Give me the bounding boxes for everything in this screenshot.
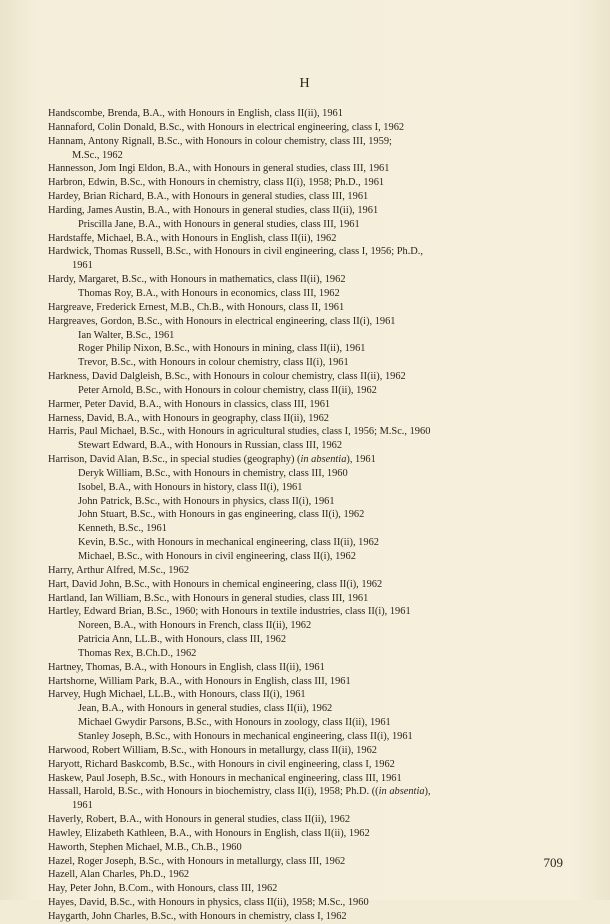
- entry: [48, 204, 568, 218]
- entry-line: Hartley, Edward Brian, B.Sc., 1960; with Honours in textile industries, class II(i), 1961: [48, 606, 411, 618]
- entry-line: John Stuart, B.Sc., with Honours in gas engineering, class II(i), 1962: [78, 509, 365, 521]
- entry: [48, 813, 568, 827]
- sub-entry: [48, 550, 568, 564]
- entry-text: Harrison, David Alan, B.Sc., in special studies (geography) (: [48, 454, 301, 466]
- entry: [48, 412, 568, 426]
- entry: [48, 772, 568, 786]
- page-number: 709: [543, 855, 563, 870]
- entry: [48, 135, 568, 163]
- entry-line: Thomas Rex, B.Ch.D., 1962: [78, 647, 197, 659]
- entry: [48, 688, 568, 702]
- entry-line: Harmer, Peter David, B.A., with Honours in classics, class III, 1961: [48, 398, 331, 410]
- entry: [48, 868, 568, 882]
- entry-line: Michael, B.Sc., with Honours in civil engineering, class II(i), 1962: [78, 551, 356, 562]
- entry-line: Trevor, B.Sc., with Honours in colour chemistry, class II(i), 1961: [78, 357, 349, 369]
- entry: [48, 107, 568, 121]
- sub-entry: [48, 702, 568, 716]
- entry-line: Handscombe, Brenda, B.A., with Honours in English, class II(ii), 1961: [48, 108, 343, 119]
- sub-entry: [48, 730, 568, 744]
- entry: [48, 398, 568, 412]
- entry-line: Jean, B.A., with Honours in general studies, class II(ii), 1962: [78, 703, 333, 715]
- sub-entry: [48, 536, 568, 550]
- graduate-list: [48, 107, 568, 924]
- sub-entry: [48, 439, 568, 453]
- entry: [48, 896, 568, 910]
- entry: [48, 121, 568, 135]
- entry-text: ),: [424, 786, 431, 798]
- entry: [48, 841, 568, 855]
- entry-text: ), 1961: [346, 454, 376, 466]
- entry-line: Hardstaffe, Michael, B.A., with Honours in English, class II(ii), 1962: [48, 232, 337, 244]
- entry: [48, 910, 568, 924]
- entry-line: Hartshorne, William Park, B.A., with Honours in English, class III, 1961: [48, 675, 351, 687]
- entry: [48, 605, 568, 619]
- sub-entry: [48, 218, 568, 232]
- entry: [48, 162, 568, 176]
- entry-line: Priscilla Jane, B.A., with Honours in general studies, class III, 1961: [78, 218, 360, 230]
- entry: [48, 758, 568, 772]
- entry: [48, 425, 568, 439]
- entry-line: Hargreave, Frederick Ernest, M.B., Ch.B., with Honours, class II, 1961: [48, 301, 345, 313]
- entry-line: Harding, James Austin, B.A., with Honours in general studies, class II(ii), 1961: [48, 204, 379, 216]
- entry-line: John Patrick, B.Sc., with Honours in physics, class II(i), 1961: [78, 495, 335, 507]
- entry: [48, 245, 568, 273]
- entry: [48, 273, 568, 287]
- entry-line: Haygarth, John Charles, B.Sc., with Honours in chemistry, class I, 1962: [48, 910, 347, 922]
- entry-line: Harkness, David Dalgleish, B.Sc., with Honours in colour chemistry, class II(ii), 1962: [48, 371, 406, 383]
- entry: [48, 855, 568, 869]
- entry-line: Harris, Paul Michael, B.Sc., with Honours in agricultural studies, class I, 1956; M.Sc., 1960: [48, 426, 431, 438]
- entry-line: Peter Arnold, B.Sc., with Honours in colour chemistry, class II(ii), 1962: [78, 384, 377, 396]
- entry-line: Harness, David, B.A., with Honours in geography, class II(ii), 1962: [48, 412, 329, 424]
- sub-entry: [48, 647, 568, 661]
- entry-line: Harwood, Robert William, B.Sc., with Honours in metallurgy, class II(ii), 1962: [48, 744, 377, 756]
- entry: [48, 675, 568, 689]
- sub-entry: [48, 619, 568, 633]
- entry: [48, 785, 568, 813]
- entry: [48, 578, 568, 592]
- sub-entry: [48, 342, 568, 356]
- entry-line: Kevin, B.Sc., with Honours in mechanical engineering, class II(ii), 1962: [78, 537, 379, 549]
- entry-line: Roger Philip Nixon, B.Sc., with Honours in mining, class II(ii), 1961: [78, 343, 366, 355]
- entry-line: Michael Gwydir Parsons, B.Sc., with Honours in zoology, class II(ii), 1961: [78, 717, 391, 729]
- entry: [48, 176, 568, 190]
- entry-line: Hartney, Thomas, B.A., with Honours in English, class II(ii), 1961: [48, 661, 325, 673]
- entry-line: Hardwick, Thomas Russell, B.Sc., with Honours in civil engineering, class I, 1956; Ph.D.,: [48, 246, 423, 258]
- entry-line: Stewart Edward, B.A., with Honours in Russian, class III, 1962: [78, 440, 343, 452]
- section-heading: H: [299, 76, 311, 91]
- italic-text: in absentia: [378, 786, 425, 798]
- sub-entry: [48, 287, 568, 301]
- sub-entry: [48, 384, 568, 398]
- entry-line: Harry, Arthur Alfred, M.Sc., 1962: [48, 564, 190, 576]
- entry-line: Isobel, B.A., with Honours in history, class II(i), 1961: [78, 481, 303, 493]
- entry-line: Hawley, Elizabeth Kathleen, B.A., with Honours in English, class II(ii), 1962: [48, 827, 370, 839]
- sub-entry: [48, 481, 568, 495]
- italic-text: in absentia: [300, 454, 347, 466]
- sub-entry: [48, 522, 568, 536]
- entry: [48, 315, 568, 329]
- entry-line: Patricia Ann, LL.B., with Honours, class III, 1962: [78, 634, 287, 646]
- sub-entry: [48, 467, 568, 481]
- entry-text: Hassall, Harold, B.Sc., with Honours in biochemistry, class II(i), 1958; Ph.D. ((: [48, 786, 379, 798]
- entry: [48, 592, 568, 606]
- entry-line: Kenneth, B.Sc., 1961: [78, 523, 167, 535]
- entry-line: 1961: [72, 260, 93, 272]
- entry-line: Hazel, Roger Joseph, B.Sc., with Honours in metallurgy, class III, 1962: [48, 855, 346, 867]
- entry-line: Hardy, Margaret, B.Sc., with Honours in mathematics, class II(ii), 1962: [48, 274, 346, 286]
- entry-line: Haverly, Robert, B.A., with Honours in general studies, class II(ii), 1962: [48, 814, 351, 826]
- entry-line: Stanley Joseph, B.Sc., with Honours in mechanical engineering, class II(i), 1961: [78, 730, 413, 742]
- entry-line: M.Sc., 1962: [72, 149, 123, 161]
- entry-line: Thomas Roy, B.A., with Honours in economics, class III, 1962: [78, 287, 340, 299]
- entry-line: Hannam, Antony Rignall, B.Sc., with Honours in colour chemistry, class III, 1959;: [48, 135, 392, 147]
- entry-line: Hazell, Alan Charles, Ph.D., 1962: [48, 869, 190, 881]
- entry-line: Harbron, Edwin, B.Sc., with Honours in chemistry, class II(i), 1958; Ph.D., 1961: [48, 177, 385, 189]
- sub-entry: [48, 329, 568, 343]
- entry: [48, 190, 568, 204]
- sub-entry: [48, 508, 568, 522]
- entry-line: Hannaford, Colin Donald, B.Sc., with Honours in electrical engineering, class I, 1962: [48, 121, 405, 133]
- entry: [48, 564, 568, 578]
- entry: [48, 661, 568, 675]
- entry: [48, 453, 568, 467]
- sub-entry: [48, 356, 568, 370]
- sub-entry: [48, 633, 568, 647]
- sub-entry: [48, 495, 568, 509]
- entry-text: 1961: [72, 800, 93, 812]
- sub-entry: [48, 716, 568, 730]
- entry-line: Hannesson, Jom Ingi Eldon, B.A., with Honours in general studies, class III, 1961: [48, 163, 390, 175]
- entry-line: Noreen, B.A., with Honours in French, class II(ii), 1962: [78, 620, 312, 632]
- entry: [48, 301, 568, 315]
- entry: [48, 370, 568, 384]
- entry-line: Hart, David John, B.Sc., with Honours in chemical engineering, class II(i), 1962: [48, 578, 383, 590]
- entry: [48, 744, 568, 758]
- entry: [48, 882, 568, 896]
- entry-line: Haskew, Paul Joseph, B.Sc., with Honours in mechanical engineering, class III, 1961: [48, 772, 402, 784]
- entry-line: Hargreaves, Gordon, B.Sc., with Honours in electrical engineering, class II(i), 1961: [48, 315, 396, 327]
- entry-line: Ian Walter, B.Sc., 1961: [78, 329, 175, 341]
- entry-line: Haworth, Stephen Michael, M.B., Ch.B., 1960: [48, 841, 242, 853]
- entry-line: Hartland, Ian William, B.Sc., with Honours in general studies, class III, 1961: [48, 592, 369, 604]
- entry-line: Haryott, Richard Baskcomb, B.Sc., with Honours in civil engineering, class I, 1962: [48, 758, 395, 770]
- entry: [48, 232, 568, 246]
- entry-line: Hay, Peter John, B.Com., with Honours, class III, 1962: [48, 883, 278, 895]
- entry-line: Deryk William, B.Sc., with Honours in chemistry, class III, 1960: [78, 467, 348, 479]
- entry-line: Hayes, David, B.Sc., with Honours in physics, class II(ii), 1958; M.Sc., 1960: [48, 897, 369, 909]
- entry-line: Hardey, Brian Richard, B.A., with Honours in general studies, class III, 1961: [48, 191, 369, 203]
- entry-line: Harvey, Hugh Michael, LL.B., with Honours, class II(i), 1961: [48, 689, 306, 701]
- entry: [48, 827, 568, 841]
